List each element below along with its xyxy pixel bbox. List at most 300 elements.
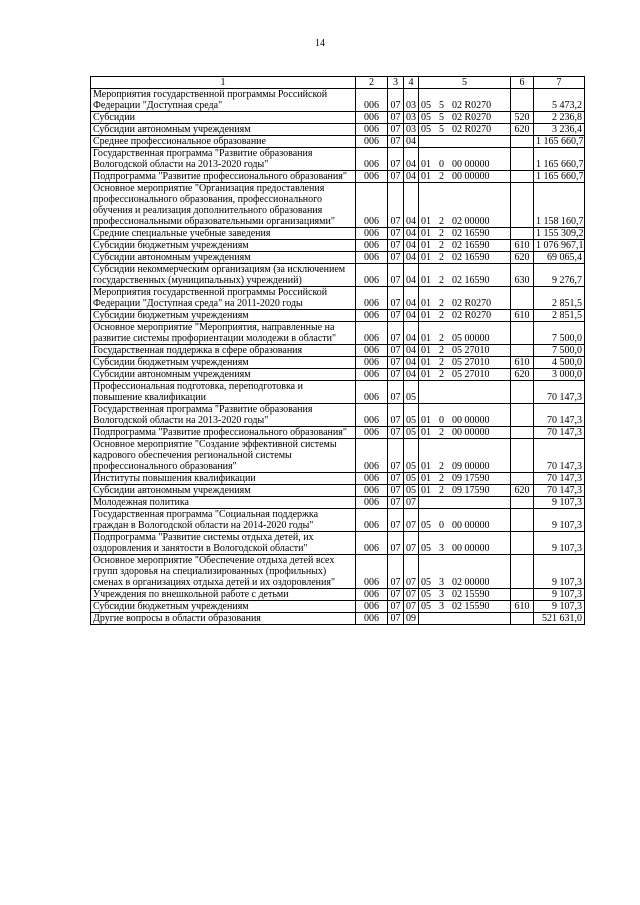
target-program-code: 05 xyxy=(421,601,431,612)
row-amount: 9 107,3 xyxy=(534,497,585,509)
table-row xyxy=(91,532,585,555)
table-row xyxy=(91,136,585,148)
row-amount: 7 500,0 xyxy=(534,345,585,357)
row-admin-code: 006 xyxy=(356,369,388,381)
row-admin-code: 006 xyxy=(356,497,388,509)
target-subprogram-code: 0 xyxy=(439,520,444,531)
row-subsection-code: 07 xyxy=(404,601,419,613)
row-section-code: 07 xyxy=(388,497,404,509)
table-row xyxy=(91,171,585,183)
row-amount: 9 107,3 xyxy=(534,532,585,555)
row-name: Субсидии автономным учреждениям xyxy=(91,485,356,497)
row-expense-type-code xyxy=(511,613,534,625)
row-amount: 4 500,0 xyxy=(534,357,585,369)
target-subprogram-code: 2 xyxy=(439,228,444,239)
row-section-code: 07 xyxy=(388,589,404,601)
row-target-article xyxy=(419,427,511,439)
row-subsection-code: 04 xyxy=(404,264,419,287)
row-admin-code: 006 xyxy=(356,404,388,427)
table-row xyxy=(91,485,585,497)
target-direction-code: 05 27010 xyxy=(452,357,490,368)
row-section-code: 07 xyxy=(388,252,404,264)
row-name: Субсидии xyxy=(91,112,356,124)
row-subsection-code: 05 xyxy=(404,427,419,439)
row-amount: 9 107,3 xyxy=(534,589,585,601)
row-target-article xyxy=(419,183,511,228)
row-admin-code: 006 xyxy=(356,264,388,287)
target-direction-code: 00 00000 xyxy=(452,520,490,531)
row-target-article xyxy=(419,369,511,381)
row-subsection-code: 07 xyxy=(404,589,419,601)
row-expense-type-code xyxy=(511,148,534,171)
row-name: Другие вопросы в области образования xyxy=(91,613,356,625)
row-admin-code: 006 xyxy=(356,148,388,171)
row-target-article xyxy=(419,381,511,404)
row-expense-type-code xyxy=(511,555,534,589)
row-subsection-code: 07 xyxy=(404,497,419,509)
row-amount: 1 076 967,1 xyxy=(534,240,585,252)
row-admin-code: 006 xyxy=(356,357,388,369)
row-expense-type-code xyxy=(511,287,534,310)
row-amount: 1 165 660,7 xyxy=(534,148,585,171)
row-amount: 2 851,5 xyxy=(534,287,585,310)
row-admin-code: 006 xyxy=(356,439,388,473)
target-subprogram-code: 5 xyxy=(439,124,444,135)
row-amount: 70 147,3 xyxy=(534,473,585,485)
target-subprogram-code: 2 xyxy=(439,345,444,356)
target-subprogram-code: 3 xyxy=(439,601,444,612)
row-section-code: 07 xyxy=(388,183,404,228)
row-target-article xyxy=(419,404,511,427)
row-subsection-code: 05 xyxy=(404,439,419,473)
row-amount: 1 155 309,2 xyxy=(534,228,585,240)
row-admin-code: 006 xyxy=(356,124,388,136)
target-direction-code: 00 00000 xyxy=(452,415,490,426)
row-name: Подпрограмма "Развитие профессионального образования" xyxy=(91,427,356,439)
row-section-code: 07 xyxy=(388,171,404,183)
target-subprogram-code: 2 xyxy=(439,275,444,286)
table-row xyxy=(91,183,585,228)
table-row xyxy=(91,613,585,625)
target-subprogram-code: 2 xyxy=(439,427,444,438)
row-expense-type-code xyxy=(511,404,534,427)
target-subprogram-code: 2 xyxy=(439,369,444,380)
target-program-code: 05 xyxy=(421,124,431,135)
table-row xyxy=(91,148,585,171)
row-subsection-code: 05 xyxy=(404,485,419,497)
target-direction-code: 02 R0270 xyxy=(452,100,492,111)
target-program-code: 01 xyxy=(421,345,431,356)
row-section-code: 07 xyxy=(388,228,404,240)
target-direction-code: 02 15590 xyxy=(452,589,490,600)
target-subprogram-code: 5 xyxy=(439,100,444,111)
target-direction-code: 00 00000 xyxy=(452,427,490,438)
row-subsection-code: 09 xyxy=(404,613,419,625)
row-subsection-code: 04 xyxy=(404,357,419,369)
row-name: Государственная программа "Развитие образования Вологодской области на 2013-2020 годы" xyxy=(91,404,356,427)
row-amount: 2 236,8 xyxy=(534,112,585,124)
row-expense-type-code xyxy=(511,427,534,439)
row-name: Мероприятия государственной программы Российской Федерации "Доступная среда" на 2011-2020 годы xyxy=(91,287,356,310)
row-admin-code: 006 xyxy=(356,427,388,439)
target-program-code: 05 xyxy=(421,543,431,554)
row-admin-code: 006 xyxy=(356,555,388,589)
row-expense-type-code xyxy=(511,345,534,357)
row-target-article xyxy=(419,497,511,509)
row-subsection-code: 05 xyxy=(404,473,419,485)
row-amount: 9 107,3 xyxy=(534,555,585,589)
row-subsection-code: 03 xyxy=(404,112,419,124)
row-name: Основное мероприятие "Мероприятия, направленные на развитие системы профориентации молодежи в области" xyxy=(91,322,356,345)
row-admin-code: 006 xyxy=(356,287,388,310)
row-section-code: 07 xyxy=(388,345,404,357)
row-expense-type-code: 610 xyxy=(511,357,534,369)
row-admin-code: 006 xyxy=(356,240,388,252)
column-header: 7 xyxy=(534,77,585,89)
row-target-article xyxy=(419,252,511,264)
row-name: Мероприятия государственной программы Российской Федерации "Доступная среда" xyxy=(91,89,356,112)
target-direction-code: 05 27010 xyxy=(452,369,490,380)
target-subprogram-code: 3 xyxy=(439,589,444,600)
row-subsection-code: 03 xyxy=(404,89,419,112)
row-amount: 1 165 660,7 xyxy=(534,171,585,183)
row-expense-type-code: 620 xyxy=(511,124,534,136)
row-amount: 70 147,3 xyxy=(534,404,585,427)
target-program-code: 01 xyxy=(421,228,431,239)
table-row xyxy=(91,287,585,310)
row-subsection-code: 04 xyxy=(404,171,419,183)
target-program-code: 01 xyxy=(421,171,431,182)
row-name: Государственная программа "Социальная поддержка граждан в Вологодской области на 2014-2020 годы" xyxy=(91,509,356,532)
row-subsection-code: 04 xyxy=(404,322,419,345)
row-section-code: 07 xyxy=(388,613,404,625)
column-header: 2 xyxy=(356,77,388,89)
row-admin-code: 006 xyxy=(356,112,388,124)
row-subsection-code: 04 xyxy=(404,183,419,228)
row-admin-code: 006 xyxy=(356,171,388,183)
row-section-code: 07 xyxy=(388,427,404,439)
row-admin-code: 006 xyxy=(356,322,388,345)
row-name: Субсидии некоммерческим организациям (за исключением государственных (муниципальных) учреждений) xyxy=(91,264,356,287)
row-name: Профессиональная подготовка, переподготовка и повышение квалификации xyxy=(91,381,356,404)
row-admin-code: 006 xyxy=(356,136,388,148)
table-row xyxy=(91,112,585,124)
row-target-article xyxy=(419,310,511,322)
target-program-code: 01 xyxy=(421,240,431,251)
row-amount: 3 236,4 xyxy=(534,124,585,136)
row-admin-code: 006 xyxy=(356,473,388,485)
target-subprogram-code: 2 xyxy=(439,298,444,309)
target-subprogram-code: 2 xyxy=(439,252,444,263)
row-name: Учреждения по внешкольной работе с детьми xyxy=(91,589,356,601)
row-section-code: 07 xyxy=(388,124,404,136)
target-program-code: 01 xyxy=(421,369,431,380)
row-name: Субсидии бюджетным учреждениям xyxy=(91,601,356,613)
target-subprogram-code: 3 xyxy=(439,577,444,588)
target-program-code: 01 xyxy=(421,310,431,321)
row-name: Субсидии бюджетным учреждениям xyxy=(91,240,356,252)
table-row xyxy=(91,357,585,369)
target-program-code: 01 xyxy=(421,473,431,484)
table-row xyxy=(91,427,585,439)
table-row xyxy=(91,601,585,613)
row-expense-type-code xyxy=(511,473,534,485)
row-section-code: 07 xyxy=(388,473,404,485)
target-direction-code: 02 R0270 xyxy=(452,112,492,123)
row-admin-code: 006 xyxy=(356,601,388,613)
table-row xyxy=(91,264,585,287)
row-expense-type-code: 620 xyxy=(511,252,534,264)
row-name: Основное мероприятие "Создание эффективной системы кадрового обеспечения региональной системы профессионального образования" xyxy=(91,439,356,473)
target-program-code: 01 xyxy=(421,461,431,472)
row-admin-code: 006 xyxy=(356,310,388,322)
target-program-code: 05 xyxy=(421,589,431,600)
target-program-code: 01 xyxy=(421,252,431,263)
row-subsection-code: 07 xyxy=(404,532,419,555)
page-number: 14 xyxy=(315,38,325,49)
target-direction-code: 02 16590 xyxy=(452,252,490,263)
row-section-code: 07 xyxy=(388,601,404,613)
row-admin-code: 006 xyxy=(356,532,388,555)
row-target-article xyxy=(419,228,511,240)
row-admin-code: 006 xyxy=(356,589,388,601)
target-program-code: 05 xyxy=(421,577,431,588)
row-subsection-code: 04 xyxy=(404,345,419,357)
row-subsection-code: 04 xyxy=(404,148,419,171)
target-program-code: 05 xyxy=(421,520,431,531)
row-name: Молодежная политика xyxy=(91,497,356,509)
row-expense-type-code: 620 xyxy=(511,369,534,381)
row-section-code: 07 xyxy=(388,357,404,369)
table-row xyxy=(91,228,585,240)
row-amount: 9 107,3 xyxy=(534,601,585,613)
row-target-article xyxy=(419,509,511,532)
target-direction-code: 02 R0270 xyxy=(452,124,492,135)
row-target-article xyxy=(419,485,511,497)
row-section-code: 07 xyxy=(388,310,404,322)
row-target-article xyxy=(419,240,511,252)
target-program-code: 01 xyxy=(421,298,431,309)
target-direction-code: 02 R0270 xyxy=(452,298,492,309)
row-subsection-code: 04 xyxy=(404,369,419,381)
row-target-article xyxy=(419,357,511,369)
row-admin-code: 006 xyxy=(356,381,388,404)
target-program-code: 01 xyxy=(421,159,431,170)
table-row xyxy=(91,310,585,322)
target-program-code: 01 xyxy=(421,216,431,227)
row-section-code: 07 xyxy=(388,532,404,555)
row-target-article xyxy=(419,601,511,613)
target-subprogram-code: 2 xyxy=(439,357,444,368)
row-name: Подпрограмма "Развитие профессионального образования" xyxy=(91,171,356,183)
row-subsection-code: 04 xyxy=(404,310,419,322)
target-program-code: 05 xyxy=(421,100,431,111)
row-amount: 2 851,5 xyxy=(534,310,585,322)
row-amount: 1 158 160,7 xyxy=(534,183,585,228)
column-header: 1 xyxy=(91,77,356,89)
budget-table xyxy=(90,76,585,625)
row-subsection-code: 05 xyxy=(404,404,419,427)
target-direction-code: 02 16590 xyxy=(452,240,490,251)
table-row xyxy=(91,240,585,252)
row-subsection-code: 03 xyxy=(404,124,419,136)
row-target-article xyxy=(419,89,511,112)
target-direction-code: 02 00000 xyxy=(452,577,490,588)
target-direction-code: 00 00000 xyxy=(452,171,490,182)
row-target-article xyxy=(419,148,511,171)
row-target-article xyxy=(419,439,511,473)
row-target-article xyxy=(419,171,511,183)
row-amount: 69 065,4 xyxy=(534,252,585,264)
table-row xyxy=(91,555,585,589)
table-row xyxy=(91,322,585,345)
target-direction-code: 00 00000 xyxy=(452,159,490,170)
row-section-code: 07 xyxy=(388,89,404,112)
target-direction-code: 00 00000 xyxy=(452,543,490,554)
table-row xyxy=(91,89,585,112)
row-section-code: 07 xyxy=(388,287,404,310)
table-row xyxy=(91,589,585,601)
row-expense-type-code xyxy=(511,171,534,183)
row-target-article xyxy=(419,136,511,148)
row-amount: 7 500,0 xyxy=(534,322,585,345)
table-row xyxy=(91,369,585,381)
row-expense-type-code xyxy=(511,136,534,148)
target-subprogram-code: 5 xyxy=(439,112,444,123)
target-subprogram-code: 2 xyxy=(439,216,444,227)
row-section-code: 07 xyxy=(388,555,404,589)
target-direction-code: 09 00000 xyxy=(452,461,490,472)
row-section-code: 07 xyxy=(388,240,404,252)
row-section-code: 07 xyxy=(388,369,404,381)
row-expense-type-code xyxy=(511,497,534,509)
row-subsection-code: 04 xyxy=(404,287,419,310)
row-name: Субсидии бюджетным учреждениям xyxy=(91,310,356,322)
row-expense-type-code: 630 xyxy=(511,264,534,287)
row-target-article xyxy=(419,264,511,287)
table-row xyxy=(91,252,585,264)
table-row xyxy=(91,404,585,427)
row-expense-type-code: 620 xyxy=(511,485,534,497)
row-name: Основное мероприятие "Организация предоставления профессионального образования, профессионального обучения и реализация дополнительного образования профессиональными образовательными организациями" xyxy=(91,183,356,228)
row-name: Институты повышения квалификации xyxy=(91,473,356,485)
target-program-code: 01 xyxy=(421,415,431,426)
row-subsection-code: 07 xyxy=(404,555,419,589)
row-admin-code: 006 xyxy=(356,252,388,264)
row-expense-type-code xyxy=(511,183,534,228)
row-name: Государственная поддержка в сфере образования xyxy=(91,345,356,357)
table-row xyxy=(91,345,585,357)
row-expense-type-code xyxy=(511,589,534,601)
row-target-article xyxy=(419,532,511,555)
target-direction-code: 05 27010 xyxy=(452,345,490,356)
target-subprogram-code: 0 xyxy=(439,159,444,170)
target-direction-code: 02 15590 xyxy=(452,601,490,612)
row-section-code: 07 xyxy=(388,148,404,171)
row-section-code: 07 xyxy=(388,439,404,473)
row-expense-type-code xyxy=(511,509,534,532)
row-name: Средние специальные учебные заведения xyxy=(91,228,356,240)
row-amount: 70 147,3 xyxy=(534,485,585,497)
row-amount: 521 631,0 xyxy=(534,613,585,625)
row-target-article xyxy=(419,473,511,485)
row-expense-type-code xyxy=(511,381,534,404)
row-admin-code: 006 xyxy=(356,613,388,625)
row-amount: 9 107,3 xyxy=(534,509,585,532)
target-direction-code: 09 17590 xyxy=(452,485,490,496)
table-row xyxy=(91,473,585,485)
row-expense-type-code xyxy=(511,532,534,555)
row-amount: 9 276,7 xyxy=(534,264,585,287)
target-subprogram-code: 2 xyxy=(439,171,444,182)
row-expense-type-code: 610 xyxy=(511,310,534,322)
target-subprogram-code: 2 xyxy=(439,473,444,484)
target-program-code: 01 xyxy=(421,275,431,286)
column-header: 6 xyxy=(511,77,534,89)
row-name: Субсидии автономным учреждениям xyxy=(91,124,356,136)
header-row xyxy=(91,77,585,89)
row-amount: 5 473,2 xyxy=(534,89,585,112)
row-admin-code: 006 xyxy=(356,89,388,112)
target-program-code: 05 xyxy=(421,112,431,123)
row-name: Субсидии автономным учреждениям xyxy=(91,252,356,264)
row-target-article xyxy=(419,613,511,625)
target-program-code: 01 xyxy=(421,427,431,438)
column-header: 5 xyxy=(419,77,511,89)
target-direction-code: 02 16590 xyxy=(452,228,490,239)
row-subsection-code: 04 xyxy=(404,228,419,240)
row-section-code: 07 xyxy=(388,322,404,345)
target-subprogram-code: 2 xyxy=(439,240,444,251)
target-direction-code: 05 00000 xyxy=(452,333,490,344)
target-direction-code: 09 17590 xyxy=(452,473,490,484)
target-subprogram-code: 2 xyxy=(439,485,444,496)
target-subprogram-code: 2 xyxy=(439,310,444,321)
row-subsection-code: 04 xyxy=(404,252,419,264)
row-admin-code: 006 xyxy=(356,509,388,532)
row-amount: 70 147,3 xyxy=(534,381,585,404)
target-program-code: 01 xyxy=(421,485,431,496)
row-subsection-code: 07 xyxy=(404,509,419,532)
table-row xyxy=(91,124,585,136)
row-section-code: 07 xyxy=(388,381,404,404)
target-subprogram-code: 2 xyxy=(439,461,444,472)
row-name: Субсидии автономным учреждениям xyxy=(91,369,356,381)
row-target-article xyxy=(419,345,511,357)
row-amount: 1 165 660,7 xyxy=(534,136,585,148)
row-amount: 70 147,3 xyxy=(534,439,585,473)
row-target-article xyxy=(419,112,511,124)
row-subsection-code: 04 xyxy=(404,240,419,252)
row-expense-type-code xyxy=(511,228,534,240)
row-admin-code: 006 xyxy=(356,183,388,228)
target-subprogram-code: 0 xyxy=(439,415,444,426)
row-subsection-code: 05 xyxy=(404,381,419,404)
target-direction-code: 02 16590 xyxy=(452,275,490,286)
row-admin-code: 006 xyxy=(356,228,388,240)
target-direction-code: 02 R0270 xyxy=(452,310,492,321)
row-expense-type-code xyxy=(511,439,534,473)
row-expense-type-code: 610 xyxy=(511,240,534,252)
table-row xyxy=(91,497,585,509)
row-name: Основное мероприятие "Обеспечение отдыха детей всех групп здоровья на специализированных (профильных) сменах в организациях отдыха детей и их оздоровления" xyxy=(91,555,356,589)
column-header: 4 xyxy=(404,77,419,89)
row-name: Государственная программа "Развитие образования Вологодской области на 2013-2020 годы" xyxy=(91,148,356,171)
row-section-code: 07 xyxy=(388,509,404,532)
table-row xyxy=(91,381,585,404)
row-expense-type-code xyxy=(511,322,534,345)
target-program-code: 01 xyxy=(421,357,431,368)
